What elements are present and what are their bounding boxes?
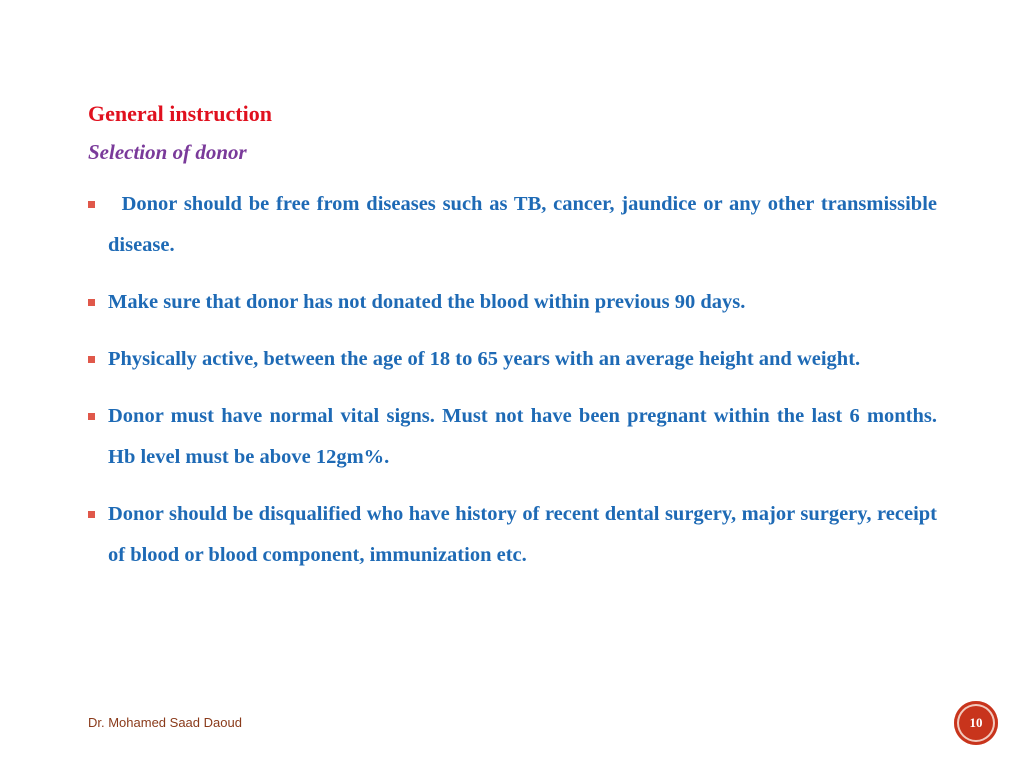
bullet-item <box>88 282 937 323</box>
bullet-text: Donor should be free from diseases such as TB, cancer, jaundice or any other transmissible disease. <box>108 193 937 256</box>
square-bullet-icon <box>88 413 95 420</box>
bullet-text: Make sure that donor has not donated the blood within previous 90 days. <box>108 291 746 313</box>
bullet-text: Donor must have normal vital signs. Must not have been pregnant within the last 6 months. Hb level must be above 12gm%. <box>108 405 937 468</box>
square-bullet-icon <box>88 511 95 518</box>
bullet-item <box>88 339 937 380</box>
bullet-text: Donor should be disqualified who have history of recent dental surgery, major surgery, receipt of blood or blood component, immunization etc. <box>108 503 937 566</box>
bullet-item <box>88 494 937 576</box>
square-bullet-icon <box>88 356 95 363</box>
slide-heading: General instruction <box>88 101 272 126</box>
bullet-item <box>88 184 937 266</box>
square-bullet-icon <box>88 201 95 208</box>
page-number: 10 <box>969 715 983 730</box>
page-number-badge <box>954 701 998 745</box>
bullet-item <box>88 396 937 478</box>
footer-author: Dr. Mohamed Saad Daoud <box>88 715 242 730</box>
bullet-list <box>88 184 937 592</box>
bullet-text: Physically active, between the age of 18 to 65 years with an average height and weight. <box>108 348 861 370</box>
slide-subheading: Selection of donor <box>88 140 247 164</box>
square-bullet-icon <box>88 299 95 306</box>
